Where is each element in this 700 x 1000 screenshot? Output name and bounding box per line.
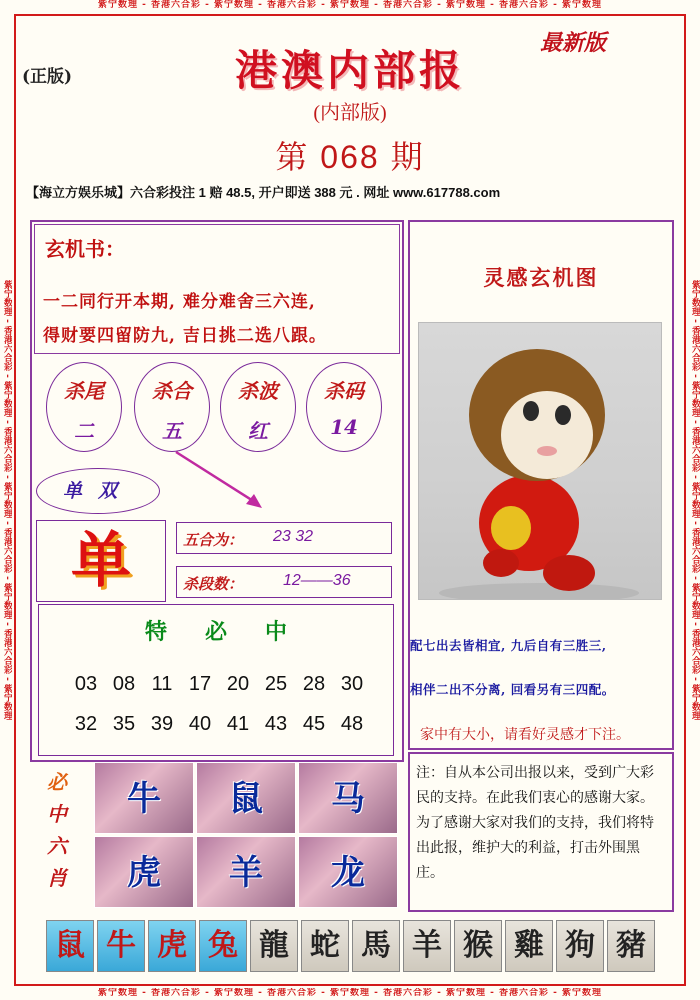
kill-segment-box bbox=[176, 566, 392, 598]
number-cell: 41 bbox=[226, 713, 250, 735]
oval-label: 杀尾 bbox=[64, 379, 104, 403]
verse-line-2: 得财要四留防九, 吉日挑二选八跟。 bbox=[43, 326, 327, 346]
number-cell: 39 bbox=[150, 713, 174, 735]
zodiac-monkey[interactable]: 猴 bbox=[454, 920, 502, 972]
zodiac-goat[interactable]: 羊 bbox=[403, 920, 451, 972]
number-row-2 bbox=[67, 713, 371, 736]
kill-wave-oval bbox=[220, 362, 296, 452]
zodiac-bar bbox=[46, 920, 656, 976]
number-cell: 43 bbox=[264, 713, 288, 735]
monkey-toy-icon bbox=[419, 323, 662, 600]
oval-label: 杀合 bbox=[152, 379, 192, 403]
zodiac-rabbit[interactable]: 兔 bbox=[199, 920, 247, 972]
number-cell: 25 bbox=[264, 673, 288, 695]
zodiac-rooster[interactable]: 雞 bbox=[505, 920, 553, 972]
oval-value: 二 bbox=[74, 419, 94, 443]
number-cell: 11 bbox=[151, 673, 173, 695]
zodiac-tile bbox=[196, 836, 296, 908]
special-numbers-box bbox=[38, 604, 394, 756]
zodiac-ox[interactable]: 牛 bbox=[97, 920, 145, 972]
poem-line-2: 相伴二出不分离, 回看另有三四配。 bbox=[410, 682, 615, 697]
border-bottom: 紫宁数理 - 香港六合彩 - 紫宁数理 - 香港六合彩 - 紫宁数理 - 香港六合彩 - 紫宁数理 - 香港六合彩 - 紫宁数理 bbox=[97, 988, 603, 998]
label-char: 必 bbox=[47, 770, 67, 794]
kill-combo-oval bbox=[134, 362, 210, 452]
verse-line-1: 一二同行开本期, 难分难舍三六连, bbox=[43, 292, 316, 312]
ad-banner[interactable]: 【海立方娱乐城】六合彩投注 1 赔 48.5, 开户即送 388 元 . 网址 www.617788.com bbox=[26, 185, 501, 200]
kill-tail-oval bbox=[46, 362, 122, 452]
oval-value: 红 bbox=[248, 419, 268, 443]
zodiac-pig[interactable]: 豬 bbox=[607, 920, 655, 972]
number-cell: 30 bbox=[340, 673, 364, 695]
issue-number: 第 068 期 bbox=[275, 139, 425, 175]
five-combo-box bbox=[176, 522, 392, 554]
zodiac-snake[interactable]: 蛇 bbox=[301, 920, 349, 972]
number-cell: 45 bbox=[302, 713, 326, 735]
notice-box bbox=[408, 752, 674, 912]
border-top: 紫宁数理 - 香港六合彩 - 紫宁数理 - 香港六合彩 - 紫宁数理 - 香港六合彩 - 紫宁数理 - 香港六合彩 - 紫宁数理 bbox=[97, 0, 603, 10]
poem-line-1: 配七出去皆相宜, 九后自有三胜三, bbox=[410, 638, 607, 653]
zodiac-tile bbox=[94, 762, 194, 834]
number-cell: 40 bbox=[188, 713, 212, 735]
odd-pick-box bbox=[36, 520, 166, 602]
zodiac-dragon[interactable]: 龍 bbox=[250, 920, 298, 972]
number-row-1 bbox=[67, 673, 371, 696]
number-cell: 35 bbox=[112, 713, 136, 735]
page-title: 港澳内部报 bbox=[234, 46, 465, 95]
xuanji-title: 玄机书： bbox=[45, 237, 125, 261]
arrow-icon bbox=[170, 446, 270, 514]
special-title: 特必中 bbox=[144, 619, 325, 645]
monkey-toy-image bbox=[418, 322, 662, 600]
zodiac-tile bbox=[94, 836, 194, 908]
zodiac-tile bbox=[196, 762, 296, 834]
page-subtitle: (内部版) bbox=[313, 102, 387, 124]
odd-even-oval: 单双 bbox=[36, 468, 160, 514]
border-left: 紫宁数理 - 香港六合彩 - 紫宁数理 - 香港六合彩 - 紫宁数理 - 香港六合彩 - 紫宁数理 - 香港六合彩 - 紫宁数理 bbox=[2, 279, 12, 720]
xuanji-section bbox=[34, 224, 400, 354]
label-char: 肖 bbox=[47, 866, 67, 890]
zodiac-tile bbox=[298, 762, 398, 834]
kill-segment-label: 杀段数： bbox=[183, 575, 244, 593]
zodiac-char: 马 bbox=[331, 779, 365, 819]
zodiac-char: 龙 bbox=[331, 853, 365, 893]
number-cell: 20 bbox=[226, 673, 250, 695]
oval-value: 五 bbox=[162, 419, 182, 443]
number-cell: 32 bbox=[74, 713, 98, 735]
zodiac-rat[interactable]: 鼠 bbox=[46, 920, 94, 972]
zodiac-dog[interactable]: 狗 bbox=[556, 920, 604, 972]
zodiac-char: 鼠 bbox=[229, 779, 263, 819]
kill-number-oval bbox=[306, 362, 382, 452]
zodiac-grid bbox=[94, 762, 398, 910]
label-char: 六 bbox=[47, 834, 67, 858]
number-cell: 28 bbox=[302, 673, 326, 695]
border-right: 紫宁数理 - 香港六合彩 - 紫宁数理 - 香港六合彩 - 紫宁数理 - 香港六合彩 - 紫宁数理 - 香港六合彩 - 紫宁数理 bbox=[690, 279, 700, 720]
notice-text: 注：自从本公司出报以来，受到广大彩民的支持。在此我们衷心的感谢大家。为了感谢大家对我们的支持，我们将特出此报，维护大的利益，打击外围黑庄。 bbox=[416, 764, 654, 880]
six-zodiac-label bbox=[38, 766, 76, 906]
zodiac-tile bbox=[298, 836, 398, 908]
number-cell: 08 bbox=[112, 673, 136, 695]
odd-pick-char: 单 bbox=[71, 526, 131, 596]
zodiac-tiger[interactable]: 虎 bbox=[148, 920, 196, 972]
zodiac-horse[interactable]: 馬 bbox=[352, 920, 400, 972]
oval-value: 14 bbox=[330, 415, 358, 439]
number-cell: 48 bbox=[340, 713, 364, 735]
zodiac-char: 牛 bbox=[127, 779, 161, 819]
edition-label: (正版) bbox=[22, 67, 73, 87]
oval-label: 杀波 bbox=[238, 379, 278, 403]
newest-edition-label: 最新版 bbox=[540, 30, 607, 56]
zodiac-char: 虎 bbox=[127, 853, 161, 893]
five-combo-value: 23 32 bbox=[273, 528, 314, 545]
five-combo-label: 五合为： bbox=[183, 531, 244, 549]
number-cell: 17 bbox=[188, 673, 212, 695]
number-cell: 03 bbox=[74, 673, 98, 695]
oval-label: 杀码 bbox=[324, 379, 364, 403]
kill-segment-value: 12——36 bbox=[283, 572, 351, 589]
label-char: 中 bbox=[47, 802, 67, 826]
note-line: 家中有大小，请看好灵感才下注。 bbox=[420, 726, 630, 742]
zodiac-char: 羊 bbox=[229, 853, 263, 893]
inspiration-title: 灵感玄机图 bbox=[483, 265, 599, 290]
